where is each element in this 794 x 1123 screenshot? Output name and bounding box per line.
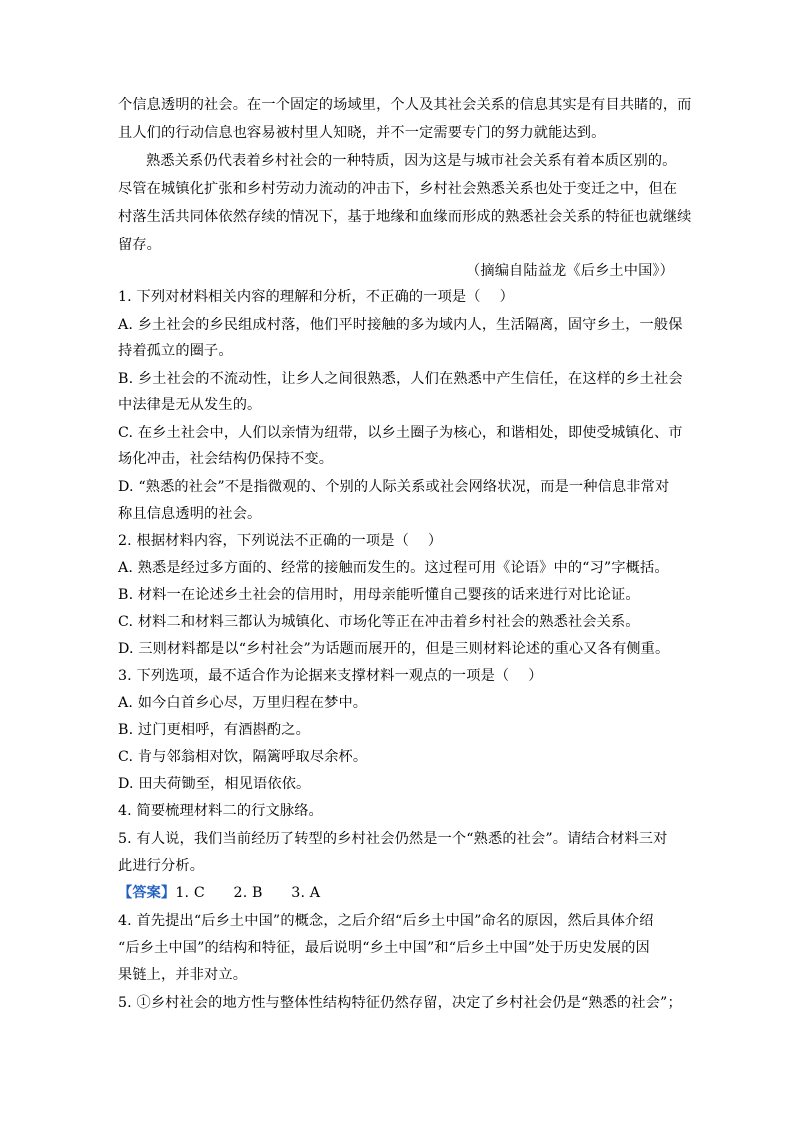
question-2-stem: 2. 根据材料内容，下列说法不正确的一项是（ ） xyxy=(118,533,443,549)
q1-option-a-cont: 持着孤立的圈子。 xyxy=(118,343,233,359)
answer-4-line: 果链上，并非对立。 xyxy=(118,967,248,983)
passage-line: 村落生活共同体依然存续的情况下，基于地缘和血缘而形成的熟悉社会关系的特征也就继续 xyxy=(118,209,692,225)
q1-option-d: D. “熟悉的社会”不是指微观的、个别的人际关系或社会网络状况，而是一种信息非常对 xyxy=(118,479,670,495)
question-3-stem: 3. 下列选项，最不适合作为论据来支撑材料一观点的一项是（ ） xyxy=(118,668,543,684)
q1-option-c-cont: 场化冲击，社会结构仍保持不变。 xyxy=(118,451,334,467)
answer-tag: 【答案】 xyxy=(118,885,176,901)
q1-option-a: A. 乡土社会的乡民组成村落，他们平时接触的多为域内人，生活隔离，固守乡土，一般保 xyxy=(118,317,683,333)
passage-line: 熟悉关系仍代表着乡村社会的一种特质，因为这是与城市社会关系有着本质区别的。 xyxy=(146,153,677,169)
q1-option-c: C. 在乡土社会中，人们以亲情为纽带，以乡土圈子为核心，和谐相处，即使受城镇化、市 xyxy=(118,425,683,441)
q2-option-d: D. 三则材料都是以“乡村社会”为话题而展开的，但是三则材料论述的重心又各有侧重。 xyxy=(118,641,670,657)
question-5-stem-cont: 此进行分析。 xyxy=(118,858,205,874)
answer-5-line: 5. ①乡村社会的地方性与整体性结构特征仍然存留，决定了乡村社会仍是“熟悉的社会”； xyxy=(118,995,682,1011)
q3-option-c: C. 肯与邻翁相对饮，隔篱呼取尽余杯。 xyxy=(118,749,368,765)
passage-source: （摘编自陆益龙《后乡土中国》） xyxy=(466,263,674,279)
passage-line: 个信息透明的社会。在一个固定的场域里，个人及其社会关系的信息其实是有目共睹的，而 xyxy=(118,97,692,113)
q1-option-d-cont: 称且信息透明的社会。 xyxy=(118,506,262,522)
answer-4-line: 4. 首先提出“后乡土中国”的概念，之后介绍“后乡土中国”命名的原因，然后具体介绍 xyxy=(118,913,654,929)
answer-choices-line xyxy=(118,883,320,903)
question-5-stem: 5. 有人说，我们当前经历了转型的乡村社会仍然是一个“熟悉的社会”。请结合材料三对 xyxy=(118,831,668,847)
passage-line: 且人们的行动信息也容易被村里人知晓，并不一定需要专门的努力就能达到。 xyxy=(118,125,606,141)
q3-option-a: A. 如今白首乡心尽，万里归程在梦中。 xyxy=(118,695,368,711)
answer-4-line: “后乡土中国”的结构和特征，最后说明“乡土中国”和“后乡土中国”处于历史发展的因 xyxy=(118,940,650,956)
q3-option-d: D. 田夫荷锄至，相见语依依。 xyxy=(118,776,311,792)
passage-line: 留存。 xyxy=(118,237,162,253)
answer-choices: 1. C 2. B 3. A xyxy=(175,885,321,901)
q2-option-a: A. 熟悉是经过多方面的、经常的接触而发生的。这过程可用《论语》中的“习”字概括。 xyxy=(118,560,669,576)
q1-option-b-cont: 中法律是无从发生的。 xyxy=(118,397,262,413)
q1-option-b: B. 乡土社会的不流动性，让乡人之间很熟悉，人们在熟悉中产生信任，在这样的乡土社会 xyxy=(118,371,683,387)
question-4-stem: 4. 简要梳理材料二的行文脉络。 xyxy=(118,803,323,819)
question-1-stem: 1. 下列对材料相关内容的理解和分析，不正确的一项是（ ） xyxy=(118,289,514,305)
q2-option-b: B. 材料一在论述乡土社会的信用时，用母亲能听懂自己婴孩的话来进行对比论证。 xyxy=(118,587,640,603)
passage-line: 尽管在城镇化扩张和乡村劳动力流动的冲击下，乡村社会熟悉关系也处于变迁之中，但在 xyxy=(118,181,678,197)
q2-option-c: C. 材料二和材料三都认为城镇化、市场化等正在冲击着乡村社会的熟悉社会关系。 xyxy=(118,614,640,630)
q3-option-b: B. 过门更相呼，有酒斟酌之。 xyxy=(118,722,310,738)
